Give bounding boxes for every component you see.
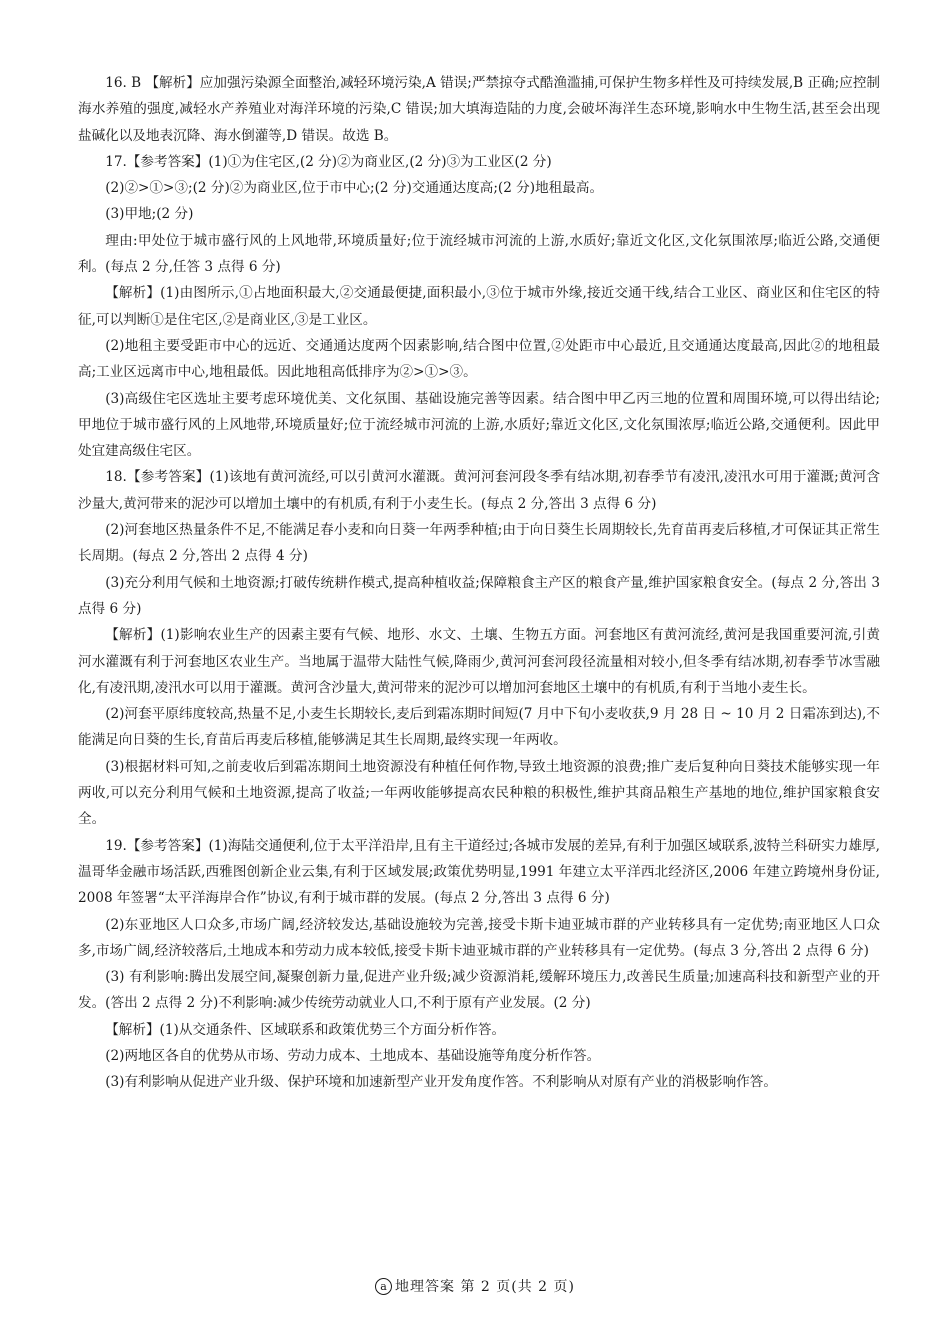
footer-text: 地理答案 第 2 页(共 2 页) <box>395 1279 575 1295</box>
answer-paragraph: (3)充分利用气候和土地资源;打破传统耕作模式,提高种植收益;保障粮食主产区的粮食产量,维护国家粮食安全。(每点 2 分,答出 3 点得 6 分) <box>78 574 880 617</box>
answer-paragraph: (2)两地区各自的优势从市场、劳动力成本、土地成本、基础设施等角度分析作答。 <box>105 1047 601 1064</box>
answer-paragraph: (3)有利影响从促进产业升级、保护环境和加速新型产业开发角度作答。不利影响从对原有产业的消极影响作答。 <box>105 1074 777 1091</box>
answer-paragraph: 【解析】(1)影响农业生产的因素主要有气候、地形、水文、土壤、生物五方面。河套地区有黄河流经,黄河是我国重要河流,引黄河水灌溉有利于河套地区农业生产。当地属于温带大陆性气候,降雨少,黄河河套河段径流量相对较小,但冬季有结冰期,初春季节冰雪融化,有凌汛期,凌汛水可以用于灌溉。黄河含沙量大,黄河带来的泥沙可以增加河套地区土壤中的有机质,有利于当地小麦生长。 <box>78 627 880 696</box>
answer-paragraph: (3)根据材料可知,之前麦收后到霜冻期间土地资源没有种植任何作物,导致土地资源的浪费;推广麦后复种向日葵技术能够实现一年两收,可以充分利用气候和土地资源,提高了收益;一年两收能够提高农民种粮的积极性,维护其商品粮生产基地的地位,维护国家粮食安全。 <box>78 758 880 828</box>
answer-paragraph: 17.【参考答案】(1)①为住宅区,(2 分)②为商业区,(2 分)③为工业区(2 分) <box>105 153 552 170</box>
answer-paragraph: 【解析】(1)由图所示,①占地面积最大,②交通最便捷,面积最小,③位于城市外缘,接近交通干线,结合工业区、商业区和住宅区的特征,可以判断①是住宅区,②是商业区,③是工业区。 <box>78 285 880 328</box>
answer-paragraph: (2)河套平原纬度较高,热量不足,小麦生长期较长,麦后到霜冻期时间短(7 月中下旬小麦收获,9 月 28 日 ~ 10 月 2 日霜冻到达),不能满足向日葵的生长,育苗后再麦后移植,能够满足其生长周期,最终实现一年两收。 <box>78 706 880 749</box>
answer-paragraph: (2)地租主要受距市中心的远近、交通通达度两个因素影响,结合图中位置,②处距市中心最近,且交通通达度最高,因此②的地租最高;工业区远离市中心,地租最低。因此地租高低排序为②>①>③。 <box>78 337 880 381</box>
answer-paragraph: 【解析】(1)从交通条件、区域联系和政策优势三个方面分析作答。 <box>105 1021 506 1038</box>
answer-paragraph: (3)高级住宅区选址主要考虑环境优美、文化氛围、基础设施完善等因素。结合图中甲乙丙三地的位置和周围环境,可以得出结论;甲地位于城市盛行风的上风地带,环境质量好;位于流经城市河流的上游,水质好;靠近文化区,文化氛围浓厚;临近公路,交通便利。因此甲处宜建高级住宅区。 <box>78 390 880 460</box>
answer-paragraph: (2)②>①>③;(2 分)②为商业区,位于市中心;(2 分)交通通达度高;(2 分)地租最高。 <box>105 180 604 197</box>
page-footer <box>0 1277 950 1297</box>
answer-paragraph: 理由:甲处位于城市盛行风的上风地带,环境质量好;位于流经城市河流的上游,水质好;靠近文化区,文化氛围浓厚;临近公路,交通便利。(每点 2 分,任答 3 点得 6 分) <box>78 232 880 276</box>
answer-paragraph: (3)甲地;(2 分) <box>105 206 194 223</box>
answer-paragraph: 18.【参考答案】(1)该地有黄河流经,可以引黄河水灌溉。黄河河套河段冬季有结冰期,初春季节有凌汛,凌汛水可用于灌溉;黄河含沙量大,黄河带来的泥沙可以增加土壤中的有机质,有利于小麦生长。(每点 2 分,答出 3 点得 6 分) <box>78 469 880 512</box>
answer-paragraph: 19.【参考答案】(1)海陆交通便利,位于太平洋沿岸,且有主干道经过;各城市发展的差异,有利于加强区域联系,波特兰科研实力雄厚,温哥华金融市场活跃,西雅图创新企业云集,有利于区域发展;政策优势明显,1991 年建立太平洋西北经济区,2006 年建立跨境州身份证,2008 年签署“太平洋海岸合作”协议,有利于城市群的发展。(每点 2 分,答出 3 点得 6 分) <box>78 837 880 907</box>
answer-content <box>78 70 880 1096</box>
answer-paragraph: (3) 有利影响:腾出发展空间,凝聚创新力量,促进产业升级;减少资源消耗,缓解环境压力,改善民生质量;加速高科技和新型产业的开发。(答出 2 点得 2 分)不利影响:减少传统劳动就业人口,不利于原有产业发展。(2 分) <box>78 969 880 1012</box>
answer-paragraph: (2)河套地区热量条件不足,不能满足春小麦和向日葵一年两季种植;由于向日葵生长周期较长,先育苗再麦后移植,才可保证其正常生长周期。(每点 2 分,答出 2 点得 4 分) <box>78 522 880 565</box>
version-mark: a <box>375 1278 392 1295</box>
answer-paragraph: (2)东亚地区人口众多,市场广阔,经济较发达,基础设施较为完善,接受卡斯卡迪亚城市群的产业转移具有一定优势;南亚地区人口众多,市场广阔,经济较落后,土地成本和劳动力成本较低,接受卡斯卡迪亚城市群的产业转移具有一定优势。(每点 3 分,答出 2 点得 6 分) <box>78 916 880 959</box>
answer-paragraph: 16. B 【解析】应加强污染源全面整治,减轻环境污染,A 错误;严禁掠夺式酷渔滥捕,可保护生物多样性及可持续发展,B 正确;应控制海水养殖的强度,减轻水产养殖业对海洋环境的污染,C 错误;加大填海造陆的力度,会破坏海洋生态环境,影响水中生物生活,甚至会出现盐碱化以及地表沉降、海水倒灌等,D 错误。故选 B。 <box>78 75 881 144</box>
